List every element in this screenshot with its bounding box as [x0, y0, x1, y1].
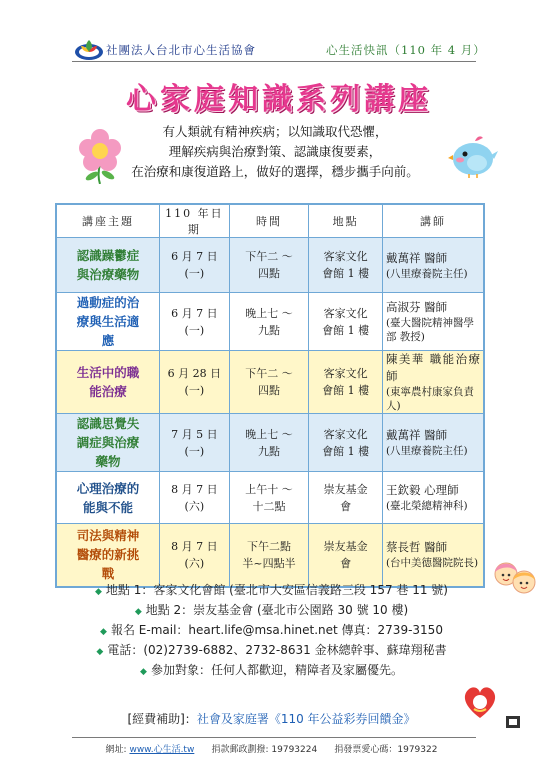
postal-account: 捐款郵政劃撥: 19793224 — [211, 745, 318, 755]
topic-cell — [56, 414, 159, 472]
table-header-row — [56, 204, 484, 238]
diamond-bullet-icon: ◆ — [140, 667, 147, 677]
invoice-donation-code: 捐發票愛心碼：1979322 — [334, 745, 438, 755]
place-line: 客家文化 — [323, 306, 368, 320]
place-line: 會 — [340, 499, 352, 513]
speaker-cell — [382, 238, 484, 293]
venue-1-text: 地點 1：客家文化會館 (臺北市大安區信義路三段 157 巷 11 號) — [105, 583, 448, 597]
time-line: 四點 — [258, 384, 281, 397]
lecture-schedule-table — [55, 203, 485, 588]
col-header-time: 時間 — [229, 204, 309, 238]
topic-line: 調症與治療 — [76, 435, 140, 450]
intro-line-3: 在治療和康復道路上，做好的選擇，穩步攜手向前。 — [131, 164, 419, 179]
time-line: 九點 — [258, 323, 281, 337]
weekday: (一) — [184, 384, 205, 397]
topic-line: 戰 — [101, 566, 115, 582]
topic-cell — [56, 238, 159, 293]
date-cell — [159, 524, 229, 587]
date-line: 7 月 5 日 — [171, 427, 218, 441]
place-cell — [309, 238, 383, 293]
time-cell — [229, 238, 309, 293]
time-line: 下午二點 — [247, 539, 292, 553]
time-cell — [229, 472, 309, 524]
col-header-place: 地點 — [309, 204, 383, 238]
time-line: 半~四點半 — [242, 556, 296, 570]
place-cell — [309, 414, 383, 472]
date-cell — [159, 351, 229, 414]
topic-line: 認識思覺失 — [76, 416, 140, 431]
place-line: 崇友基金 — [323, 539, 368, 553]
date-line: 8 月 7 日 — [171, 482, 218, 496]
website-link[interactable]: www.心生活.tw — [129, 745, 195, 755]
speaker-affiliation: (東寧農村康家負責人) — [385, 386, 475, 412]
weekday: (一) — [184, 444, 205, 458]
weekday: (六) — [184, 499, 205, 513]
funding-text: 社會及家庭署《110 年公益彩券回饋金》 — [196, 712, 416, 726]
intro-line-2: 理解疾病與治療對策、認識康復要素， — [168, 144, 382, 159]
weekday: (一) — [184, 267, 205, 280]
time-line: 晚上七 ～ — [245, 306, 293, 320]
signup-line — [0, 621, 543, 641]
place-line: 客家文化 — [323, 427, 368, 441]
topic-line: 司法與精神 — [76, 528, 140, 544]
speaker-cell — [382, 472, 484, 524]
col-header-date: 110 年日期 — [159, 204, 229, 238]
header-divider — [72, 61, 476, 62]
time-cell — [229, 351, 309, 414]
funding-line — [0, 710, 543, 727]
table-row — [56, 524, 484, 587]
place-line: 客家文化 — [323, 250, 368, 263]
time-line: 十二點 — [252, 499, 286, 513]
speaker-name: 陳美華 職能治療師 — [385, 352, 480, 383]
date-line: 6 月 7 日 — [171, 250, 218, 263]
audience-text: 參加對象：任何人都歡迎，精障者及家屬優先。 — [150, 663, 403, 677]
signup-text: 報名 E-mail：heart.life@msa.hinet.net 傳真：2739-3150 — [110, 623, 443, 637]
speaker-name: 高淑芬 醫師 — [385, 300, 448, 314]
date-line: 6 月 7 日 — [171, 306, 218, 320]
speaker-affiliation: (台中美德醫院院長) — [385, 557, 479, 570]
place-cell — [309, 472, 383, 524]
funding-label: [經費補助]： — [127, 712, 197, 726]
speaker-name: 戴萬祥 醫師 — [385, 428, 448, 442]
venue-1-line — [0, 581, 543, 601]
venue-2-text: 地點 2：崇友基金會 (臺北市公園路 30 號 10 樓) — [145, 603, 409, 617]
topic-line: 認識躁鬱症 — [76, 248, 140, 263]
topic-line: 能治療 — [89, 384, 127, 399]
speaker-cell — [382, 293, 484, 351]
speaker-affiliation: (八里療養院主任) — [385, 267, 468, 280]
phone-line — [0, 641, 543, 661]
topic-line: 與治療藥物 — [76, 267, 140, 282]
speaker-cell — [382, 524, 484, 587]
date-cell — [159, 472, 229, 524]
place-line: 會館 1 樓 — [322, 323, 370, 337]
date-cell — [159, 293, 229, 351]
audience-line — [0, 661, 543, 681]
topic-line: 生活中的職 — [76, 365, 140, 380]
place-line: 會 — [340, 556, 352, 570]
weekday: (六) — [184, 556, 205, 570]
org-name: 社團法人台北市心生活協會 — [106, 43, 256, 57]
place-cell — [309, 293, 383, 351]
venue-2-line — [0, 601, 543, 621]
topic-line: 醫療的新挑 — [76, 547, 140, 563]
topic-line: 能與不能 — [82, 499, 133, 515]
website-label: 網址: — [105, 745, 127, 755]
topic-line: 過動症的治 — [76, 295, 140, 310]
place-line: 會館 1 樓 — [322, 267, 370, 280]
place-line: 客家文化 — [323, 367, 368, 380]
issue-label: 心生活快訊（110 年 4 月） — [326, 43, 486, 57]
time-line: 下午二 ～ — [245, 250, 293, 263]
col-header-topic: 講座主題 — [56, 204, 159, 238]
topic-line: 應 — [101, 333, 115, 348]
diamond-bullet-icon: ◆ — [134, 607, 142, 617]
table-row — [56, 414, 484, 472]
time-line: 九點 — [258, 444, 281, 458]
time-cell — [229, 414, 309, 472]
diamond-bullet-icon: ◆ — [100, 627, 107, 637]
footer — [0, 742, 543, 755]
diamond-bullet-icon: ◆ — [95, 587, 102, 597]
topic-line: 心理治療的 — [76, 480, 140, 496]
place-line: 會館 1 樓 — [322, 384, 370, 397]
time-line: 下午二 ～ — [245, 367, 293, 380]
place-cell — [309, 524, 383, 587]
speaker-affiliation: (八里療養院主任) — [385, 445, 468, 457]
speaker-name: 蔡長哲 醫師 — [385, 540, 448, 555]
topic-line: 療與生活適 — [76, 314, 140, 329]
speaker-name: 王欽毅 心理師 — [385, 483, 459, 497]
time-cell — [229, 293, 309, 351]
topic-line: 藥物 — [95, 454, 121, 469]
place-cell — [309, 351, 383, 414]
place-line: 會館 1 樓 — [322, 444, 370, 458]
time-line: 四點 — [258, 267, 281, 280]
table-row — [56, 351, 484, 414]
place-line: 崇友基金 — [323, 482, 368, 496]
date-line: 8 月 7 日 — [171, 539, 218, 553]
topic-cell — [56, 524, 159, 587]
topic-cell — [56, 472, 159, 524]
speaker-affiliation: (臺大醫院精神醫學部 教授) — [385, 317, 475, 343]
col-header-speaker: 講師 — [382, 204, 484, 238]
speaker-cell — [382, 351, 484, 414]
time-line: 上午十 ～ — [245, 482, 293, 496]
weekday: (一) — [184, 323, 205, 337]
table-row — [56, 238, 484, 293]
intro-line-1: 有人類就有精神疾病；以知識取代恐懼， — [162, 124, 388, 139]
time-cell — [229, 524, 309, 587]
speaker-affiliation: (臺北榮總精神科) — [385, 500, 468, 512]
date-line: 6 月 28 日 — [167, 367, 222, 380]
page-title: 心家庭知識系列講座 — [126, 82, 432, 117]
date-cell — [159, 414, 229, 472]
topic-cell — [56, 293, 159, 351]
speaker-name: 戴萬祥 醫師 — [385, 250, 448, 265]
table-row — [56, 472, 484, 524]
phone-text: 電話：(02)2739-6882、2732-8631 金林總幹事、蘇瑋翔秘書 — [107, 643, 447, 657]
date-cell — [159, 238, 229, 293]
diamond-bullet-icon: ◆ — [96, 647, 104, 657]
footer-divider — [72, 737, 476, 738]
time-line: 晚上七 ～ — [245, 427, 293, 441]
speaker-cell — [382, 414, 484, 472]
table-row — [56, 293, 484, 351]
topic-cell — [56, 351, 159, 414]
association-logo-icon — [74, 37, 104, 61]
